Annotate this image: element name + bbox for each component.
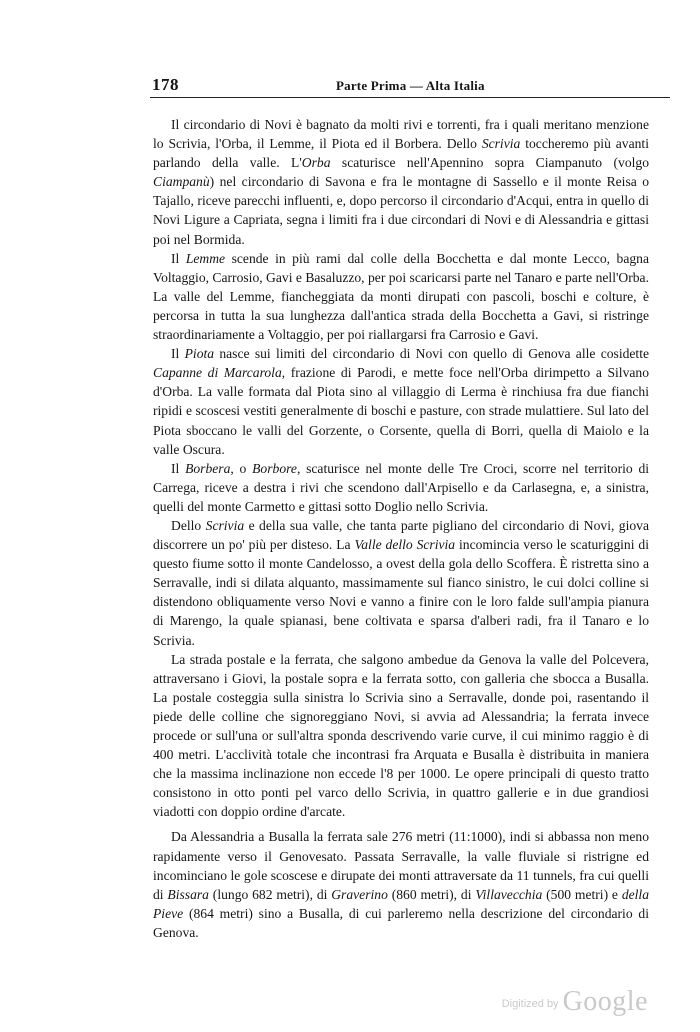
italic-term: Piota: [184, 346, 215, 362]
italic-term: Villavecchia: [475, 886, 543, 902]
paragraph: Da Alessandria a Busalla la ferrata sale 276 metri (11:1000), indi si abbassa non meno rapidamente verso il Genovesato. Passata Serravalle, la valle fluviale si ristrigne ed incominciano le gole scoscese e dirupate dei monti attraversate da 11 tunnels, fra cui quelli di Bissara (lungo 682 metri), di Graverino (860 metri), di Villavecchia (500 metri) e della Pieve (864 metri) sino a Busalla, di cui parleremo nella descrizione del circondario di Genova.: [153, 829, 649, 940]
paragraph: Il Lemme scende in più rami dal colle della Bocchetta e dal monte Lecco, bagna Voltaggio, Carrosio, Gavi e Basaluzzo, per poi scaricarsi parte nel Tanaro e parte nell'Orba. La valle del Lemme, fiancheggiata da monti dirupati con pascoli, boschi e colture, è percorsa in tutta la sua lunghezza dall'antica strada della Bocchetta a Gavi, si ristringe straordinariamente a Voltaggio, per poi riallargarsi fra Carrosio e Gavi.: [153, 250, 649, 343]
italic-term: Ciampanù: [153, 174, 210, 190]
italic-term: Bissara: [167, 886, 209, 902]
page-number: 178: [152, 75, 179, 94]
digitized-by-google-watermark: [502, 986, 648, 1018]
italic-term: Valle dello Scrivia: [354, 537, 456, 553]
italic-term: Lemme: [185, 250, 226, 266]
italic-term: Orba: [301, 155, 331, 171]
paragraph: Dello Scrivia e della sua valle, che tanta parte pigliano del circondario di Novi, giova discorrere un po' più per disteso. La Valle dello Scrivia incomincia verso le scaturiggini di questo fiume sotto il monte Candelosso, a ovest della gola dello Scoffera. È ristretta sino a Serravalle, indi si dilata alquanto, massimamente sul fianco sinistro, le cui dolci colline si distendono obliquamente verso Novi e vanno a finire con le loro falde sull'ampia pianura di Marengo, la quale spianasi, bene coltivata e sparsa d'alberi radi, fra il Tanaro e lo Scrivia.: [153, 517, 649, 648]
italic-term: Scrivia: [481, 136, 521, 152]
italic-term: Scrivia: [205, 517, 245, 533]
italic-term: Borbera: [185, 460, 231, 476]
italic-term: della Pieve: [153, 886, 649, 921]
italic-term: Capanne di Marcarola: [153, 365, 282, 381]
page-header: [150, 73, 670, 97]
body-text: [153, 115, 649, 942]
paragraph: Il circondario di Novi è bagnato da molti rivi e torrenti, fra i quali meritano menzione lo Scrivia, l'Orba, il Lemme, il Piota ed il Borbera. Dello Scrivia toccheremo più avanti parlando della valle. L'Orba scaturisce nell'Apennino sopra Ciampanuto (volgo Ciampanù) nel circondario di Savona e fra le montagne di Sassello e il monte Reisa o Tajallo, riceve parecchi influenti, e, dopo percorso il circondario d'Acqui, entra in quello di Novi Ligure a Capriata, segna i limiti fra i due circondari di Novi e di Alessandria e gittasi poi nel Bormida.: [153, 117, 649, 247]
italic-term: Borbore: [252, 460, 297, 476]
paragraph: Il Piota nasce sui limiti del circondario di Novi con quello di Genova alle cosidette Capanne di Marcarola, frazione di Parodi, e mette foce nell'Orba dirimpetto a Silvano d'Orba. La valle formata dal Piota sino al villaggio di Lerma è rinchiusa fra due fianchi ripidi e scoscesi vestiti generalmente di boschi e pasture, con strade mulattiere. Sul lato del Piota sboccano le valli del Gorzente, o Corsente, quella di Borri, quella di Maiolo e la valle Oscura.: [153, 346, 650, 457]
watermark-small-text: Digitized by: [501, 998, 559, 1010]
italic-term: Graverino: [331, 886, 388, 902]
paragraph: La strada postale e la ferrata, che salgono ambedue da Genova la valle del Polcevera, attraversano i Giovi, la postale sopra e la ferrata sotto, con galleria che sbocca a Busalla. La postale costeggia sulla sinistra lo Scrivia sino a Serravalle, donde poi, rasentando il piede delle colline che signoreggiano Novi, si avvia ad Alessandria; la ferrata invece procede or sull'una or sull'altra sponda descrivendo varie curve, il cui minimo raggio è di 400 metri. L'acclività totale che incontrasi fra Arquata e Busalla è distribuita in maniera che la massima inclinazione non eccede l'8 per 1000. Le opere principali di questo tratto consistono in otto ponti pel varco dello Scrivia, in quattro gallerie e in due grandiosi viadotti con doppio ordine d'arcate.: [153, 651, 649, 820]
running-title: Parte Prima — Alta Italia: [336, 78, 485, 93]
header-rule: [150, 97, 670, 98]
paragraph: Il Borbera, o Borbore, scaturisce nel monte delle Tre Croci, scorre nel territorio di Carrega, riceve a destra i rivi che scendono dall'Arpisello e da Carlasegna, e, a sinistra, quelli del monte Carmetto e gittasi sotto Doglio nello Scrivia.: [153, 460, 650, 514]
watermark-logo-text: Google: [562, 986, 648, 1017]
